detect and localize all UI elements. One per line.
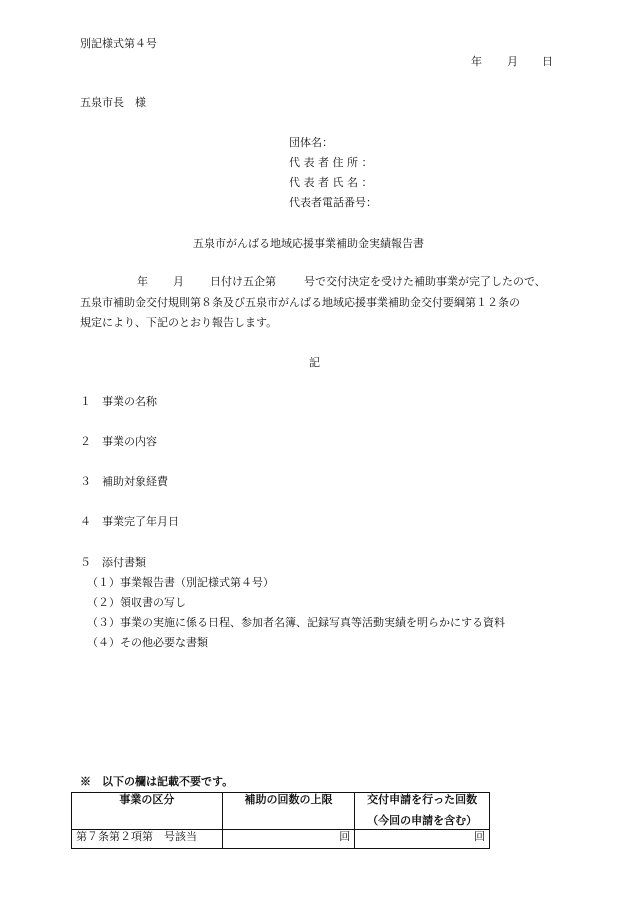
list-item bbox=[80, 475, 280, 488]
document-title: 五泉市がんばる地域応援事業補助金実績報告書 bbox=[193, 237, 424, 250]
body-number-text: 号で交付決定を受けた補助事業が完了したので、 bbox=[304, 275, 546, 288]
date-year-label: 年 bbox=[471, 55, 482, 68]
item-number: ４ bbox=[80, 515, 91, 528]
item-number: １ bbox=[80, 395, 91, 408]
header-application-count-main: 交付申請を行った回数 bbox=[367, 793, 478, 806]
header-application-count-sub: （今回の申請を含む） bbox=[367, 814, 478, 827]
applicant-field-org-name: 団体名： bbox=[289, 136, 333, 149]
body-line-3: 規定により、下記のとおり報告します。 bbox=[80, 316, 278, 329]
body-date-text: 日付け五企第 bbox=[210, 275, 276, 288]
header-application-count bbox=[355, 793, 490, 830]
list-item bbox=[80, 556, 280, 569]
header-max-count: 補助の回数の上限 bbox=[222, 793, 355, 830]
item-number: ５ bbox=[80, 556, 91, 569]
item-label: 事業完了年月日 bbox=[102, 515, 179, 528]
note-heading: ※ 以下の欄は記載不要です。 bbox=[80, 775, 234, 788]
cell-max-count: 回 bbox=[222, 830, 355, 849]
item-label: 事業の名称 bbox=[102, 395, 157, 408]
body-line-1 bbox=[80, 275, 560, 288]
list-item bbox=[80, 395, 280, 408]
applicant-field-address: 代 表 者 住 所 ： bbox=[289, 156, 373, 169]
date-day-label: 日 bbox=[542, 55, 553, 68]
item-number: ３ bbox=[80, 475, 91, 488]
cell-category: 第７条第２項第 号該当 bbox=[72, 830, 223, 849]
body-year-label: 年 bbox=[137, 275, 148, 288]
header-category: 事業の区分 bbox=[72, 793, 223, 830]
ki-heading: 記 bbox=[309, 356, 320, 369]
addressee: 五泉市長 様 bbox=[80, 96, 146, 109]
table-row bbox=[72, 830, 490, 849]
note-table bbox=[71, 792, 490, 849]
attachment-item: （４）その他必要な書類 bbox=[87, 636, 208, 649]
item-label: 補助対象経費 bbox=[102, 475, 168, 488]
form-number: 別記様式第４号 bbox=[80, 37, 157, 50]
date-month-label: 月 bbox=[507, 55, 518, 68]
attachment-item: （２）領収書の写し bbox=[87, 596, 186, 609]
body-line-2: 五泉市補助金交付規則第８条及び五泉市がんばる地域応援事業補助金交付要綱第１２条の bbox=[80, 296, 520, 309]
applicant-field-rep-name: 代 表 者 氏 名 ： bbox=[289, 176, 373, 189]
body-month-label: 月 bbox=[173, 275, 184, 288]
item-label: 添付書類 bbox=[102, 556, 146, 569]
list-item bbox=[80, 435, 280, 448]
table-header-row bbox=[72, 793, 490, 830]
item-number: ２ bbox=[80, 435, 91, 448]
attachment-item: （３）事業の実施に係る日程、参加者名簿、記録写真等活動実績を明らかにする資料 bbox=[87, 616, 505, 629]
attachment-item: （１）事業報告書（別記様式第４号） bbox=[87, 576, 274, 589]
cell-application-count: 回 bbox=[355, 830, 490, 849]
item-label: 事業の内容 bbox=[102, 435, 157, 448]
list-item bbox=[80, 515, 280, 528]
applicant-field-phone: 代表者電話番号： bbox=[289, 196, 377, 209]
